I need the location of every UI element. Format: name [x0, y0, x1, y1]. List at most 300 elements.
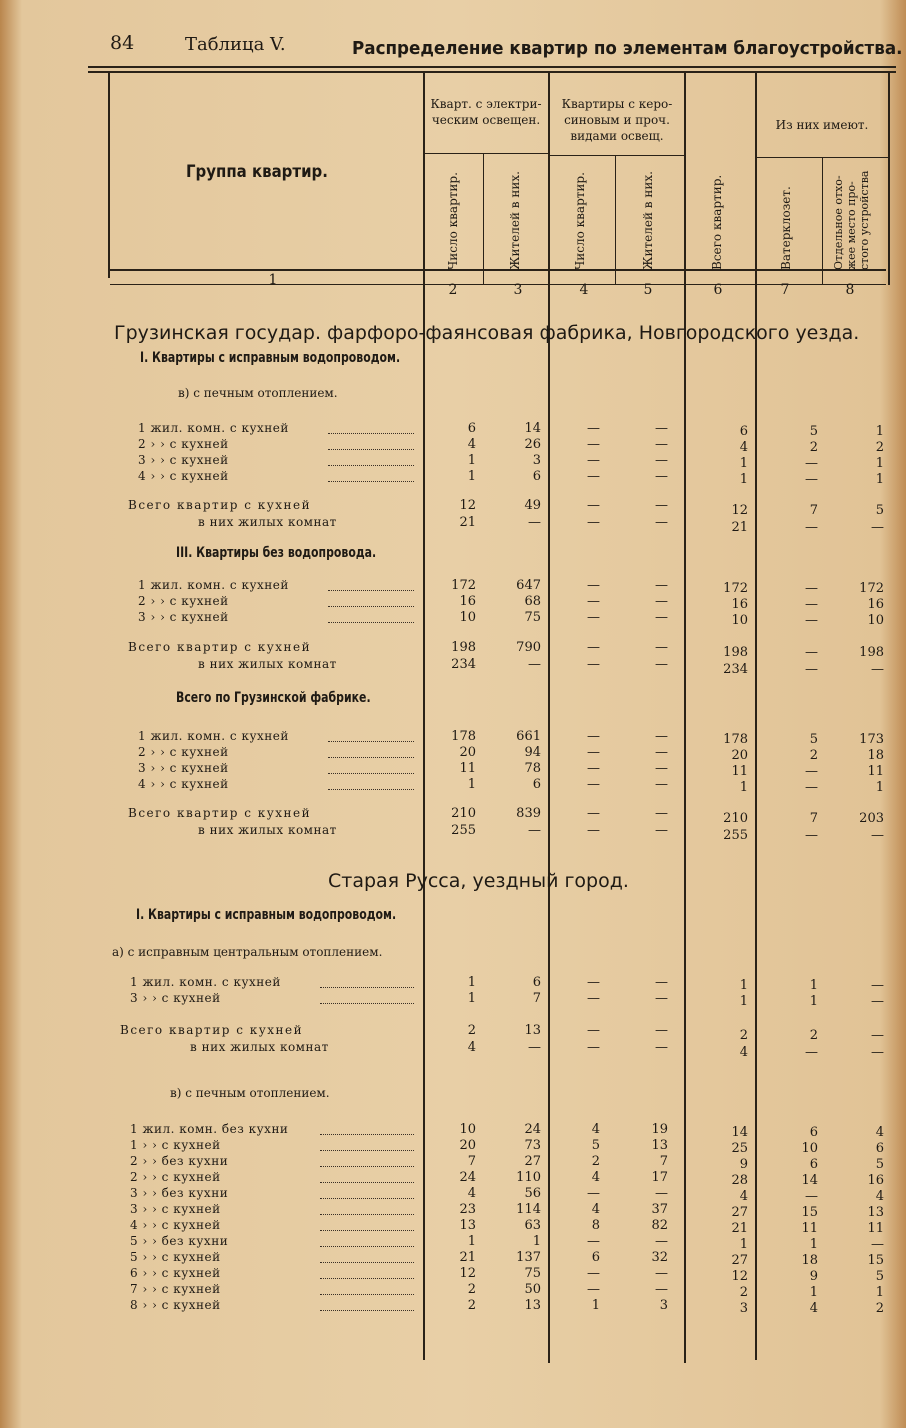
header-electric: Кварт. с электри-ческим освещен.	[430, 97, 542, 127]
dot-leader	[328, 449, 414, 450]
col-divider-7	[822, 157, 823, 285]
dot-leader	[320, 1246, 414, 1247]
table-cell: —	[871, 1237, 884, 1252]
table-cell: 4	[739, 440, 748, 455]
total-cell: 7	[809, 811, 818, 826]
table-cell: 178	[723, 732, 748, 747]
row-label: 8 › › с кухней	[130, 1298, 221, 1312]
table-left-border	[108, 73, 110, 278]
dot-leader	[320, 1166, 414, 1167]
table-cell: 172	[859, 581, 884, 596]
table-cell: 6	[739, 424, 748, 439]
table-cell: —	[655, 578, 668, 593]
table-cell: 2	[875, 1301, 884, 1316]
table-cell: 1	[809, 1285, 818, 1300]
total-cell: 2	[739, 1028, 748, 1043]
table-cell: 82	[651, 1218, 668, 1233]
table-cell: 8	[591, 1218, 600, 1233]
total-cell: 12	[459, 498, 476, 513]
total-cell: —	[655, 657, 668, 672]
table-cell: 27	[731, 1205, 748, 1220]
table-cell: —	[587, 1186, 600, 1201]
table-cell: 4	[467, 437, 476, 452]
table-cell: —	[805, 581, 818, 596]
total-cell: —	[587, 806, 600, 821]
dot-leader	[320, 1134, 414, 1135]
table-cell: 1	[809, 1237, 818, 1252]
total-cell: —	[655, 823, 668, 838]
block-subtitle: Всего по Грузинской фабрике.	[176, 690, 371, 706]
table-cell: 24	[459, 1170, 476, 1185]
table-right-border	[888, 73, 890, 285]
table-cell: —	[587, 777, 600, 792]
table-cell: 1	[739, 994, 748, 1009]
dot-leader	[320, 1182, 414, 1183]
dot-leader	[328, 590, 414, 591]
table-cell: 4	[875, 1189, 884, 1204]
column-number: 7	[780, 282, 790, 298]
row-label: 3 › › с кухней	[138, 453, 229, 467]
col-residents-electric: Жителей в них.	[508, 171, 522, 270]
total-label: в них жилых комнат	[198, 657, 337, 671]
column-number: 5	[643, 282, 653, 298]
block-subtitle: III. Квартиры без водопровода.	[176, 545, 377, 561]
table-cell: 6	[591, 1250, 600, 1265]
table-cell: —	[587, 610, 600, 625]
table-cell: 137	[516, 1250, 541, 1265]
dot-leader	[328, 622, 414, 623]
table-cell: —	[655, 777, 668, 792]
total-cell: —	[655, 498, 668, 513]
column-number: 2	[448, 282, 458, 298]
block-subtitle: I. Квартиры с исправным водопроводом.	[136, 907, 397, 923]
table-cell: —	[655, 761, 668, 776]
table-cell: —	[587, 761, 600, 776]
row-label: 3 › › с кухней	[130, 991, 221, 1005]
table-cell: 18	[867, 748, 884, 763]
header-kerosene: Квартиры с керо-синовым и проч. видами освещ.	[561, 97, 673, 143]
table-cell: 661	[516, 729, 541, 744]
table-cell: —	[587, 975, 600, 990]
total-cell: 234	[451, 657, 476, 672]
table-cell: 4	[739, 1189, 748, 1204]
total-label: в них жилых комнат	[198, 515, 337, 529]
table-cell: 10	[459, 610, 476, 625]
table-cell: 16	[731, 597, 748, 612]
table-cell: —	[655, 437, 668, 452]
table-cell: 7	[467, 1154, 476, 1169]
total-cell: 5	[875, 503, 884, 518]
table-cell: 7	[659, 1154, 668, 1169]
total-cell: —	[655, 1040, 668, 1055]
total-cell: —	[587, 657, 600, 672]
row-label: 5 › › с кухней	[130, 1250, 221, 1264]
table-cell: —	[655, 1186, 668, 1201]
table-cell: 114	[516, 1202, 541, 1217]
total-cell: 21	[459, 515, 476, 530]
table-cell: 15	[867, 1253, 884, 1268]
table-cell: 110	[516, 1170, 541, 1185]
table-cell: 20	[731, 748, 748, 763]
table-cell: 4	[467, 1186, 476, 1201]
table-cell: 1	[875, 472, 884, 487]
total-cell: —	[655, 1023, 668, 1038]
table-cell: 9	[809, 1269, 818, 1284]
table-cell: 21	[731, 1221, 748, 1236]
table-cell: 28	[731, 1173, 748, 1188]
table-cell: 2	[875, 440, 884, 455]
dot-leader	[320, 1003, 414, 1004]
row-label: 3 › › с кухней	[130, 1202, 221, 1216]
row-label: 1 жил. комн. с кухней	[138, 729, 289, 743]
top-rule-2	[88, 71, 896, 73]
table-cell: 16	[867, 1173, 884, 1188]
table-cell: 56	[524, 1186, 541, 1201]
table-cell: 75	[524, 610, 541, 625]
table-cell: 1	[875, 424, 884, 439]
row-label: 1 жил. комн. без кухни	[130, 1122, 289, 1136]
row-label: 1 жил. комн. с кухней	[138, 578, 289, 592]
total-cell: —	[805, 520, 818, 535]
dot-leader	[328, 465, 414, 466]
table-cell: 4	[875, 1125, 884, 1140]
table-cell: 37	[651, 1202, 668, 1217]
total-cell: 255	[451, 823, 476, 838]
total-cell: —	[587, 640, 600, 655]
table-cell: —	[805, 597, 818, 612]
total-cell: 12	[731, 503, 748, 518]
table-cell: 4	[591, 1202, 600, 1217]
table-cell: 68	[524, 594, 541, 609]
table-cell: 5	[809, 732, 818, 747]
table-cell: —	[805, 456, 818, 471]
total-cell: —	[805, 662, 818, 677]
table-cell: 20	[459, 1138, 476, 1153]
table-cell: —	[871, 978, 884, 993]
subheader-rule-1	[424, 153, 549, 154]
table-cell: 19	[651, 1122, 668, 1137]
table-cell: —	[655, 594, 668, 609]
table-cell: —	[655, 453, 668, 468]
block-subsubtitle: а) с исправным центральным отоплением.	[112, 945, 383, 959]
total-cell: —	[871, 1028, 884, 1043]
table-cell: 17	[651, 1170, 668, 1185]
table-cell: 178	[451, 729, 476, 744]
table-cell: 647	[516, 578, 541, 593]
total-cell: —	[528, 1040, 541, 1055]
table-cell: —	[587, 1266, 600, 1281]
table-cell: 1	[467, 777, 476, 792]
table-cell: 3	[532, 453, 541, 468]
table-cell: —	[805, 472, 818, 487]
col-total: Всего квартир.	[710, 174, 724, 270]
table-cell: 27	[731, 1253, 748, 1268]
table-cell: 6	[875, 1141, 884, 1156]
row-label: 4 › › с кухней	[138, 469, 229, 483]
dot-leader	[320, 1150, 414, 1151]
table-cell: —	[805, 780, 818, 795]
row-label: 6 › › с кухней	[130, 1266, 221, 1280]
total-cell: 234	[723, 662, 748, 677]
table-cell: 78	[524, 761, 541, 776]
table-cell: 6	[809, 1125, 818, 1140]
dot-leader	[320, 1294, 414, 1295]
table-cell: 1	[467, 469, 476, 484]
table-cell: 2	[467, 1282, 476, 1297]
table-cell: 11	[801, 1221, 818, 1236]
table-cell: 2	[809, 748, 818, 763]
total-cell: 4	[467, 1040, 476, 1055]
table-cell: 15	[801, 1205, 818, 1220]
row-label: 2 › › с кухней	[138, 594, 229, 608]
col-divider-6	[755, 73, 757, 1360]
table-cell: 2	[591, 1154, 600, 1169]
row-label: 4 › › с кухней	[130, 1218, 221, 1232]
table-cell: 26	[524, 437, 541, 452]
table-cell: 1	[875, 780, 884, 795]
col-residents-kerosene: Жителей в них.	[641, 171, 655, 270]
dot-leader	[328, 433, 414, 434]
dot-leader	[320, 1214, 414, 1215]
row-label: 1 › › с кухней	[130, 1138, 221, 1152]
table-cell: —	[587, 578, 600, 593]
table-cell: 20	[459, 745, 476, 760]
table-cell: 3	[659, 1298, 668, 1313]
table-cell: 12	[731, 1269, 748, 1284]
row-label: 1 жил. комн. с кухней	[130, 975, 281, 989]
total-label: в них жилых комнат	[198, 823, 337, 837]
total-cell: 13	[524, 1023, 541, 1038]
table-cell: 2	[739, 1285, 748, 1300]
column-number: 6	[713, 282, 723, 298]
table-cell: 50	[524, 1282, 541, 1297]
table-cell: —	[655, 1266, 668, 1281]
dot-leader	[320, 1310, 414, 1311]
table-cell: 1	[467, 1234, 476, 1249]
table-cell: —	[805, 1189, 818, 1204]
total-cell: 2	[467, 1023, 476, 1038]
table-cell: 1	[467, 975, 476, 990]
table-cell: 4	[591, 1122, 600, 1137]
table-cell: 13	[524, 1298, 541, 1313]
total-cell: —	[805, 645, 818, 660]
block-subtitle: I. Квартиры с исправным водопроводом.	[140, 350, 401, 366]
total-cell: —	[528, 823, 541, 838]
table-cell: 173	[859, 732, 884, 747]
dot-leader	[328, 606, 414, 607]
total-cell: 7	[809, 503, 818, 518]
block-subsubtitle: в) с печным отоплением.	[170, 1086, 330, 1100]
total-cell: —	[528, 515, 541, 530]
total-cell: 210	[723, 811, 748, 826]
table-cell: 1	[591, 1298, 600, 1313]
total-cell: —	[587, 498, 600, 513]
row-label: 2 › › с кухней	[138, 745, 229, 759]
table-cell: 73	[524, 1138, 541, 1153]
table-cell: 10	[459, 1122, 476, 1137]
row-label: 7 › › с кухней	[130, 1282, 221, 1296]
group-title: Группа квартир.	[186, 162, 328, 182]
table-cell: —	[655, 469, 668, 484]
col-count-electric: Число квартир.	[446, 172, 460, 270]
table-cell: 6	[532, 975, 541, 990]
block-subsubtitle: в) с печным отоплением.	[178, 386, 338, 400]
table-cell: 6	[532, 469, 541, 484]
table-cell: 1	[532, 1234, 541, 1249]
total-cell: —	[871, 662, 884, 677]
table-cell: 6	[532, 777, 541, 792]
total-cell: 203	[859, 811, 884, 826]
row-label: 2 › › с кухней	[130, 1170, 221, 1184]
col-divider-2	[483, 153, 484, 285]
table-cell: 1	[739, 780, 748, 795]
row-label: 3 › › без кухни	[130, 1186, 229, 1200]
table-cell: 2	[809, 440, 818, 455]
total-cell: —	[655, 806, 668, 821]
table-cell: 7	[532, 991, 541, 1006]
column-number: 3	[513, 282, 523, 298]
table-cell: —	[655, 745, 668, 760]
total-cell: —	[871, 828, 884, 843]
row-label: 5 › › без кухни	[130, 1234, 229, 1248]
col-wc: Ватерклозет.	[779, 186, 793, 270]
table-cell: 5	[809, 424, 818, 439]
col-divider-1	[423, 73, 425, 1360]
total-cell: —	[655, 640, 668, 655]
dot-leader	[328, 481, 414, 482]
table-cell: 5	[875, 1269, 884, 1284]
table-cell: 4	[591, 1170, 600, 1185]
table-cell: 5	[875, 1157, 884, 1172]
table-cell: 24	[524, 1122, 541, 1137]
table-cell: —	[655, 991, 668, 1006]
row-label: 1 жил. комн. с кухней	[138, 421, 289, 435]
table-cell: 172	[723, 581, 748, 596]
table-cell: —	[587, 594, 600, 609]
column-number: 8	[845, 282, 855, 298]
row-label: 2 › › с кухней	[138, 437, 229, 451]
total-cell: 790	[516, 640, 541, 655]
table-cell: 23	[459, 1202, 476, 1217]
table-cell: 11	[867, 764, 884, 779]
total-cell: —	[805, 828, 818, 843]
total-cell: —	[871, 520, 884, 535]
table-cell: —	[655, 1282, 668, 1297]
dot-leader	[320, 1262, 414, 1263]
table-label: Таблица V.	[185, 34, 286, 55]
total-cell: 2	[809, 1028, 818, 1043]
total-cell: 49	[524, 498, 541, 513]
total-cell: 255	[723, 828, 748, 843]
table-cell: 2	[467, 1298, 476, 1313]
table-cell: —	[805, 764, 818, 779]
table-cell: —	[871, 994, 884, 1009]
dot-leader	[320, 1198, 414, 1199]
table-cell: 75	[524, 1266, 541, 1281]
total-label: в них жилых комнат	[190, 1040, 329, 1054]
row-label: 4 › › с кухней	[138, 777, 229, 791]
table-cell: —	[587, 421, 600, 436]
table-cell: 32	[651, 1250, 668, 1265]
total-cell: 839	[516, 806, 541, 821]
table-cell: 10	[801, 1141, 818, 1156]
row-label: 3 › › с кухней	[138, 610, 229, 624]
total-cell: 198	[451, 640, 476, 655]
total-label: Всего квартир с кухней	[128, 806, 312, 820]
table-cell: 3	[739, 1301, 748, 1316]
dot-leader	[320, 987, 414, 988]
table-cell: —	[655, 729, 668, 744]
table-cell: —	[587, 991, 600, 1006]
table-cell: 94	[524, 745, 541, 760]
table-cell: 11	[459, 761, 476, 776]
table-cell: 18	[801, 1253, 818, 1268]
table-cell: 1	[809, 994, 818, 1009]
table-cell: —	[587, 729, 600, 744]
subheader-rule-2	[550, 155, 684, 156]
table-cell: 6	[809, 1157, 818, 1172]
page-number: 84	[110, 32, 135, 54]
section-title: Старая Русса, уездный город.	[328, 870, 629, 892]
total-cell: 210	[451, 806, 476, 821]
table-cell: 1	[809, 978, 818, 993]
col-divider-4	[615, 155, 616, 285]
top-rule	[88, 66, 896, 68]
table-cell: 1	[739, 456, 748, 471]
column-number: 1	[268, 272, 278, 288]
table-cell: 1	[467, 991, 476, 1006]
table-cell: —	[587, 437, 600, 452]
dot-leader	[328, 757, 414, 758]
total-cell: —	[528, 657, 541, 672]
table-cell: —	[655, 975, 668, 990]
table-cell: 13	[867, 1205, 884, 1220]
table-cell: 1	[739, 978, 748, 993]
table-cell: 172	[451, 578, 476, 593]
table-cell: —	[587, 745, 600, 760]
total-cell: —	[587, 1023, 600, 1038]
table-cell: 6	[467, 421, 476, 436]
total-cell: 198	[723, 645, 748, 660]
table-cell: —	[587, 1282, 600, 1297]
table-cell: 14	[524, 421, 541, 436]
total-cell: 21	[731, 520, 748, 535]
total-cell: 198	[859, 645, 884, 660]
header-have: Из них имеют.	[775, 118, 869, 132]
table-cell: —	[805, 613, 818, 628]
table-cell: 21	[459, 1250, 476, 1265]
table-cell: 14	[801, 1173, 818, 1188]
col-separate: Отдельное отхо-жее место про-стого устройства	[832, 170, 871, 270]
table-cell: —	[587, 453, 600, 468]
total-cell: —	[587, 1040, 600, 1055]
table-cell: 14	[731, 1125, 748, 1140]
total-cell: —	[871, 1045, 884, 1060]
total-label: Всего квартир с кухней	[120, 1023, 304, 1037]
table-cell: —	[587, 1234, 600, 1249]
dot-leader	[328, 741, 414, 742]
total-cell: —	[655, 515, 668, 530]
total-cell: —	[587, 515, 600, 530]
table-cell: —	[655, 1234, 668, 1249]
dot-leader	[328, 773, 414, 774]
dot-leader	[320, 1230, 414, 1231]
col-divider-5	[684, 73, 686, 1363]
total-cell: —	[587, 823, 600, 838]
section-title: Грузинская государ. фарфоро-фаянсовая фабрика, Новгородского уезда.	[114, 322, 860, 344]
total-label: Всего квартир с кухней	[128, 498, 312, 512]
table-cell: —	[655, 421, 668, 436]
